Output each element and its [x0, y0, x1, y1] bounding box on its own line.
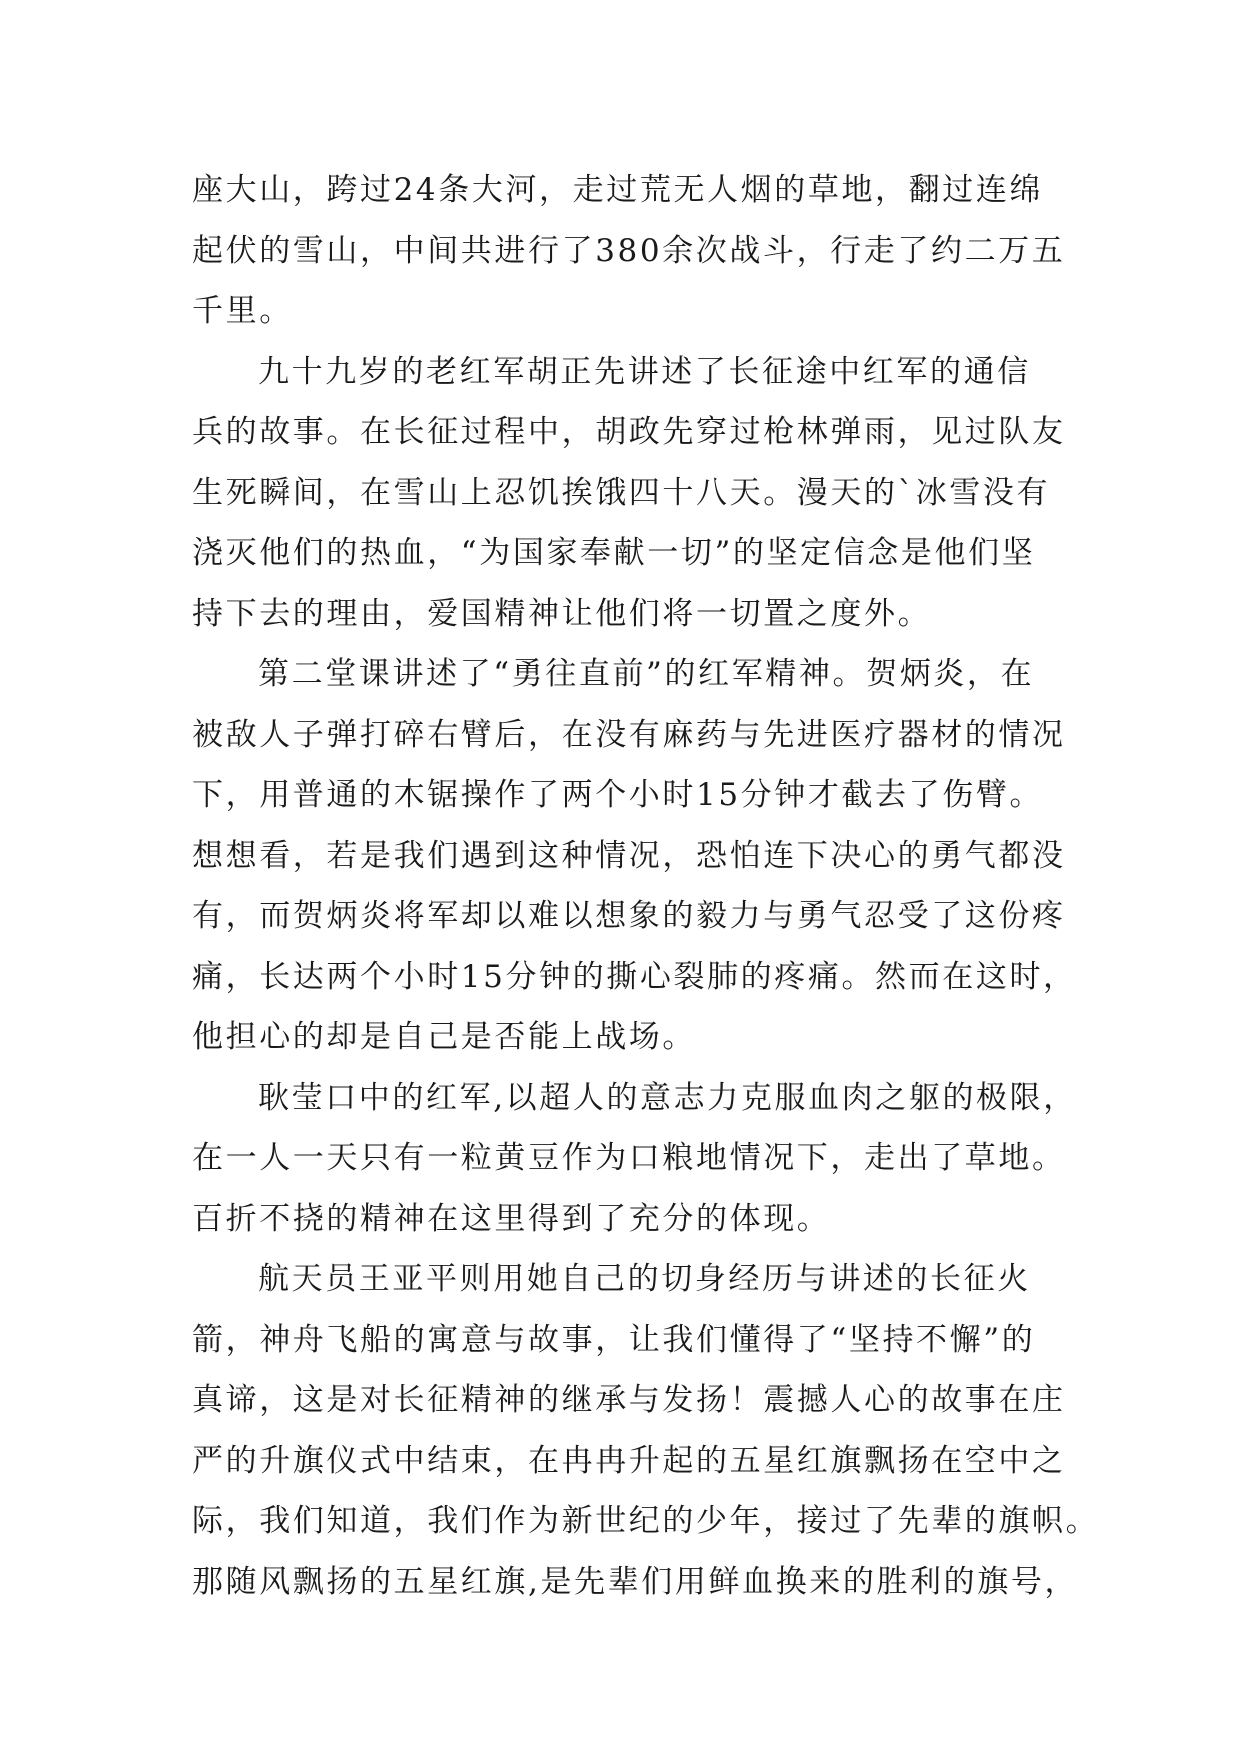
text-line: 被敌人子弹打碎右臂后，在没有麻药与先进医疗器材的情况	[192, 716, 1066, 753]
text-line: 想想看，若是我们遇到这种情况，恐怕连下决心的勇气都没	[192, 837, 1066, 874]
text-line: 他担心的却是自己是否能上战场。	[192, 1019, 696, 1055]
text-line: 生死瞬间，在雪山上忍饥挨饿四十八天。漫天的`冰雪没有	[192, 474, 1051, 511]
text-line: 痛，长达两个小时15分钟的撕心裂肺的疼痛。然而在这时，	[192, 958, 1077, 995]
text-line: 耿莹口中的红军,以超人的意志力克服血肉之躯的极限，	[258, 1079, 1077, 1116]
document-body	[192, 160, 1100, 1612]
text-line: 第二堂课讲述了“勇往直前”的红军精神。贺炳炎，在	[258, 656, 1035, 692]
text-line: 下，用普通的木锯操作了两个小时15分钟才截去了伤臂。	[192, 777, 1044, 813]
text-line: 百折不挠的精神在这里得到了充分的体现。	[192, 1200, 831, 1237]
text-line: 航天员王亚平则用她自己的切身经历与讲述的长征火	[258, 1261, 1031, 1297]
text-line: 兵的故事。在长征过程中，胡政先穿过枪林弹雨，见过队友	[192, 414, 1066, 450]
text-line: 有，而贺炳炎将军却以难以想象的毅力与勇气忍受了这份疼	[192, 898, 1066, 934]
text-line: 际，我们知道，我们作为新世纪的少年，接过了先辈的旗帜。	[192, 1503, 1100, 1539]
text-line: 在一人一天只有一粒黄豆作为口粮地情况下，走出了草地。	[192, 1140, 1066, 1176]
text-line: 浇灭他们的热血，“为国家奉献一切”的坚定信念是他们坚	[192, 535, 1036, 571]
text-line: 那随风飘扬的五星红旗,是先辈们用鲜血换来的胜利的旗号，	[192, 1563, 1079, 1600]
text-line: 真谛，这是对长征精神的继承与发扬！震撼人心的故事在庄	[192, 1382, 1066, 1418]
text-line: 九十九岁的老红军胡正先讲述了长征途中红军的通信	[258, 353, 1031, 390]
text-line: 起伏的雪山，中间共进行了380余次战斗，行走了约二万五	[192, 232, 1066, 269]
text-line: 座大山，跨过24条大河，走过荒无人烟的草地，翻过连绵	[192, 172, 1044, 208]
text-line: 严的升旗仪式中结束，在冉冉升起的五星红旗飘扬在空中之	[192, 1442, 1066, 1479]
text-line: 箭，神舟飞船的寓意与故事，让我们懂得了“坚持不懈”的	[192, 1321, 1036, 1358]
text-line: 持下去的理由，爱国精神让他们将一切置之度外。	[192, 595, 932, 632]
text-line: 千里。	[192, 293, 293, 329]
